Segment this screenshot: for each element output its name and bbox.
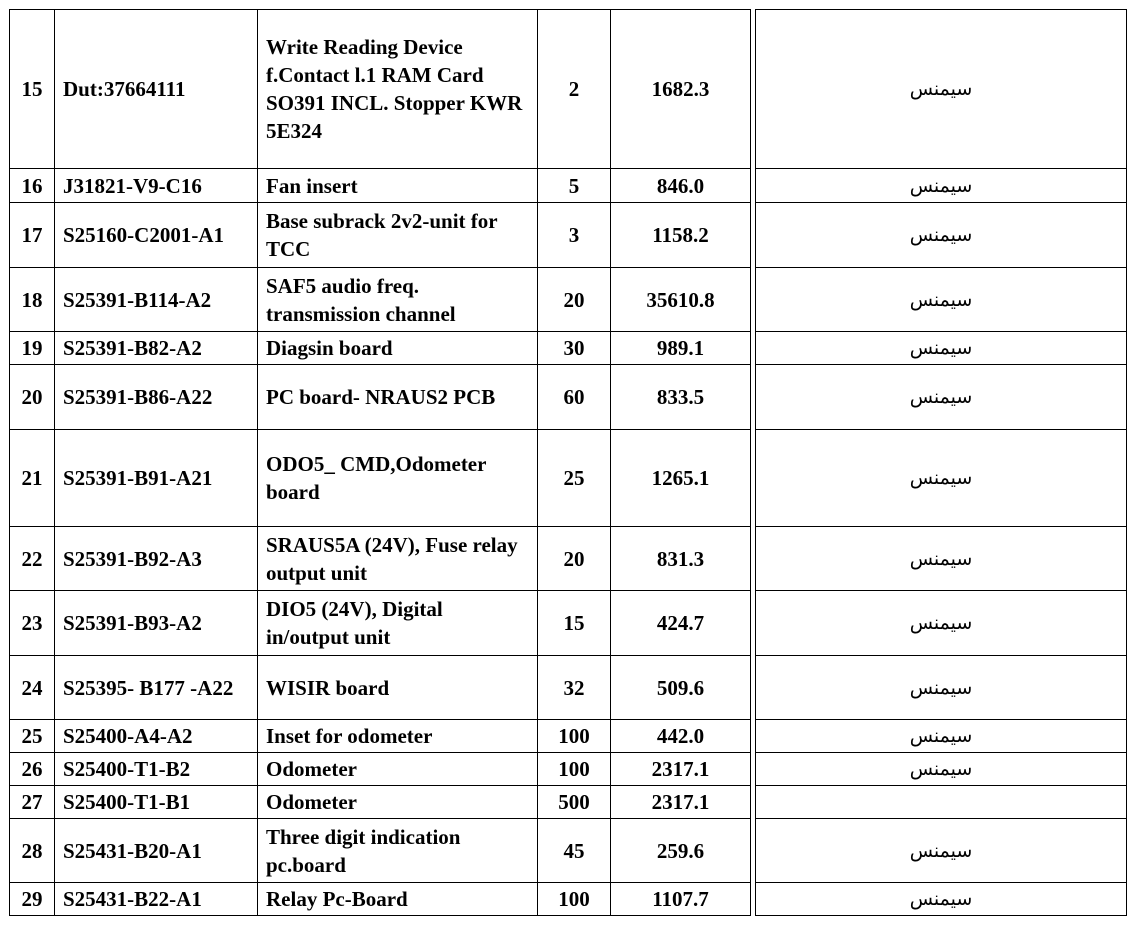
description: Three digit indication pc.board [258,819,538,883]
price: 831.3 [611,527,751,591]
manufacturer-table [755,9,1127,916]
row-number: 28 [10,819,55,883]
description: Inset for odometer [258,720,538,753]
quantity: 20 [538,527,611,591]
price: 1682.3 [611,10,751,169]
table-row [756,720,1127,753]
table-row [10,720,751,753]
part-number: S25400-T1-B1 [55,786,258,819]
part-number: Dut:37664111 [55,10,258,169]
manufacturer: سيمنس [756,819,1127,883]
price: 989.1 [611,332,751,365]
table-row [756,10,1127,169]
part-number: S25395- B177 -A22 [55,656,258,720]
quantity: 100 [538,720,611,753]
quantity: 2 [538,10,611,169]
part-number: S25391-B114-A2 [55,268,258,332]
price: 2317.1 [611,753,751,786]
part-number: S25431-B22-A1 [55,883,258,916]
quantity: 32 [538,656,611,720]
table-row [10,268,751,332]
part-number: S25391-B93-A2 [55,591,258,656]
description: ODO5_ CMD,Odometer board [258,430,538,527]
table-row [756,169,1127,203]
description: DIO5 (24V), Digital in/output unit [258,591,538,656]
row-number: 17 [10,203,55,268]
part-number: S25391-B91-A21 [55,430,258,527]
manufacturer [756,786,1127,819]
quantity: 25 [538,430,611,527]
part-number: S25391-B86-A22 [55,365,258,430]
table-row [10,169,751,203]
parts-table [9,9,751,916]
row-number: 25 [10,720,55,753]
table-row [756,430,1127,527]
quantity: 60 [538,365,611,430]
manufacturer: سيمنس [756,332,1127,365]
description: Fan insert [258,169,538,203]
quantity: 100 [538,753,611,786]
table-row [10,753,751,786]
manufacturer: سيمنس [756,656,1127,720]
manufacturer: سيمنس [756,883,1127,916]
table-row [756,332,1127,365]
price: 833.5 [611,365,751,430]
table-row [756,819,1127,883]
manufacturer: سيمنس [756,720,1127,753]
part-number: S25391-B82-A2 [55,332,258,365]
row-number: 26 [10,753,55,786]
row-number: 20 [10,365,55,430]
table-row [10,430,751,527]
quantity: 20 [538,268,611,332]
part-number: S25160-C2001-A1 [55,203,258,268]
quantity: 3 [538,203,611,268]
table-row [10,332,751,365]
manufacturer: سيمنس [756,527,1127,591]
description: WISIR board [258,656,538,720]
table-row [756,786,1127,819]
part-number: S25431-B20-A1 [55,819,258,883]
description: Odometer [258,753,538,786]
table-row [10,10,751,169]
description: Odometer [258,786,538,819]
price: 259.6 [611,819,751,883]
price: 2317.1 [611,786,751,819]
table-row [10,786,751,819]
part-number: S25400-T1-B2 [55,753,258,786]
row-number: 19 [10,332,55,365]
table-row [10,365,751,430]
manufacturer: سيمنس [756,268,1127,332]
quantity: 15 [538,591,611,656]
description: Base subrack 2v2-unit for TCC [258,203,538,268]
table-row [756,527,1127,591]
row-number: 29 [10,883,55,916]
row-number: 15 [10,10,55,169]
quantity: 100 [538,883,611,916]
manufacturer: سيمنس [756,169,1127,203]
manufacturer: سيمنس [756,591,1127,656]
price: 1158.2 [611,203,751,268]
price: 442.0 [611,720,751,753]
description: Relay Pc-Board [258,883,538,916]
quantity: 5 [538,169,611,203]
description: SAF5 audio freq. transmission channel [258,268,538,332]
manufacturer: سيمنس [756,365,1127,430]
table-row [10,883,751,916]
row-number: 24 [10,656,55,720]
price: 35610.8 [611,268,751,332]
row-number: 18 [10,268,55,332]
price: 846.0 [611,169,751,203]
row-number: 22 [10,527,55,591]
table-row [756,268,1127,332]
price: 424.7 [611,591,751,656]
price: 1265.1 [611,430,751,527]
table-row [756,753,1127,786]
description: SRAUS5A (24V), Fuse relay output unit [258,527,538,591]
manufacturer: سيمنس [756,10,1127,169]
price: 1107.7 [611,883,751,916]
description: Write Reading Device f.Contact l.1 RAM Card SO391 INCL. Stopper KWR 5E324 [258,10,538,169]
manufacturer: سيمنس [756,430,1127,527]
part-number: J31821-V9-C16 [55,169,258,203]
table-row [756,656,1127,720]
manufacturer: سيمنس [756,753,1127,786]
quantity: 500 [538,786,611,819]
row-number: 23 [10,591,55,656]
description: PC board- NRAUS2 PCB [258,365,538,430]
table-row [756,883,1127,916]
table-row [10,203,751,268]
table-row [10,591,751,656]
row-number: 16 [10,169,55,203]
quantity: 45 [538,819,611,883]
manufacturer: سيمنس [756,203,1127,268]
row-number: 27 [10,786,55,819]
quantity: 30 [538,332,611,365]
table-row [10,656,751,720]
table-row [756,591,1127,656]
row-number: 21 [10,430,55,527]
description: Diagsin board [258,332,538,365]
table-row [10,819,751,883]
part-number: S25391-B92-A3 [55,527,258,591]
part-number: S25400-A4-A2 [55,720,258,753]
table-row [756,203,1127,268]
table-row [756,365,1127,430]
price: 509.6 [611,656,751,720]
table-row [10,527,751,591]
